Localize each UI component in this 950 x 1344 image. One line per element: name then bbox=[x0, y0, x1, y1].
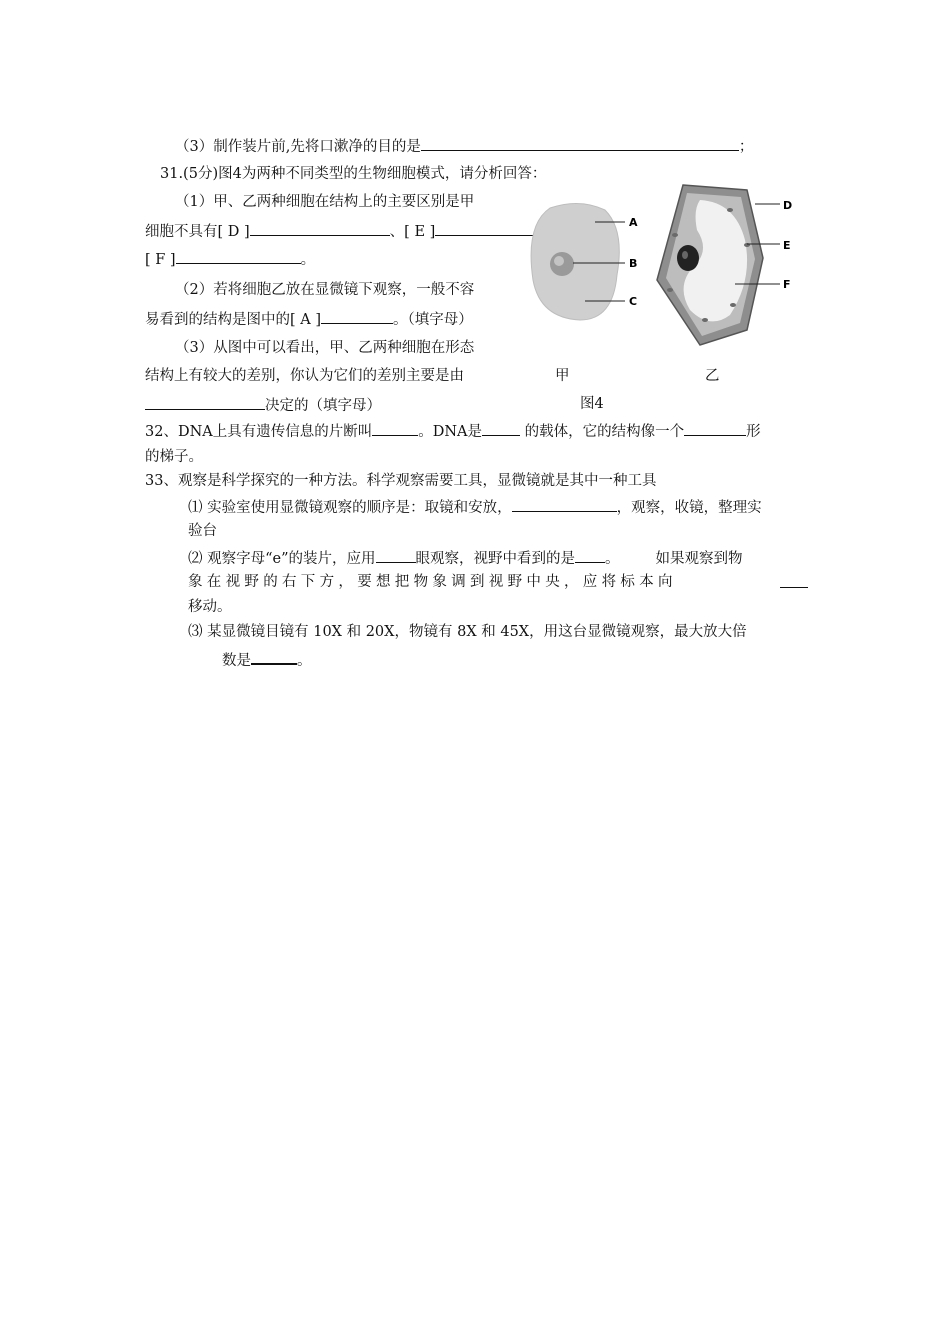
q31-p2-line2: 易看到的结构是图中的[ A ] 。（填字母） bbox=[145, 308, 473, 330]
animal-cell bbox=[531, 203, 638, 320]
label-F: F bbox=[783, 278, 791, 291]
answer-blank[interactable] bbox=[684, 420, 746, 436]
q31-p3-line1: （3）从图中可以看出，甲、乙两种细胞在形态 bbox=[175, 340, 475, 356]
answer-blank[interactable] bbox=[250, 220, 390, 236]
q33-s1-line1: ⑴ 实验室使用显微镜观察的顺序是：取镜和安放， ，观察，收镜，整理实 bbox=[188, 496, 762, 518]
answer-blank[interactable] bbox=[321, 308, 393, 324]
answer-blank[interactable] bbox=[376, 547, 416, 563]
figure-4 bbox=[525, 180, 805, 359]
q31-p1-line2: 细胞不具有[ D ] 、[ E ] bbox=[145, 220, 598, 242]
answer-blank[interactable] bbox=[421, 135, 739, 151]
label-B: B bbox=[629, 257, 638, 270]
q31-stem: 31.(5分)图4为两种不同类型的生物细胞模式，请分析回答： bbox=[160, 166, 547, 182]
answer-blank[interactable] bbox=[176, 248, 301, 264]
label-yi: 乙 bbox=[705, 368, 720, 384]
label-A: A bbox=[629, 216, 638, 229]
q32-line1: 32、DNA上具有遗传信息的片断叫 。DNA是 的载体，它的结构像一个 形 bbox=[145, 420, 761, 442]
label-D: D bbox=[783, 199, 793, 212]
plant-cell bbox=[657, 185, 792, 345]
answer-blank[interactable] bbox=[145, 394, 265, 410]
q31-p1-line1: （1）甲、乙两种细胞在结构上的主要区别是甲 bbox=[175, 194, 475, 210]
q33-s2-line3: 移动。 bbox=[188, 599, 232, 615]
q31-p1-line3: [ F ] 。 bbox=[145, 248, 315, 270]
q31-p2-line1: （2）若将细胞乙放在显微镜下观察，一般不容 bbox=[175, 282, 475, 298]
label-E: E bbox=[783, 239, 791, 252]
q32-line2: 的梯子。 bbox=[145, 449, 203, 465]
q33-s2-line1: ⑵ 观察字母“e”的装片，应用 眼观察，视野中看到的是 。 如果观察到物 bbox=[188, 547, 743, 569]
q33-stem: 33、观察是科学探究的一种方法。科学观察需要工具，显微镜就是其中一种工具 bbox=[145, 473, 657, 489]
answer-blank[interactable] bbox=[482, 420, 520, 436]
q31-p3-line3: 决定的（填字母） bbox=[145, 394, 381, 416]
answer-blank[interactable] bbox=[251, 648, 297, 665]
q33-s2-line2: 象在视野的右下方，要想把物象调到视野中央，应将标本向 bbox=[188, 572, 808, 592]
q33-s1-line2: 验台 bbox=[188, 523, 217, 539]
q33-s3-line2: 数是 。 bbox=[222, 648, 312, 671]
label-C: C bbox=[629, 295, 638, 308]
figure-caption: 图4 bbox=[580, 396, 604, 412]
cell-diagram bbox=[525, 180, 805, 355]
q30-line3: （3）制作装片前,先将口漱净的目的是 ； bbox=[175, 135, 753, 157]
answer-blank[interactable] bbox=[372, 420, 418, 436]
answer-blank[interactable] bbox=[780, 572, 808, 588]
answer-blank[interactable] bbox=[575, 547, 605, 563]
label-jia: 甲 bbox=[555, 368, 570, 384]
answer-blank[interactable] bbox=[512, 496, 617, 512]
q31-p3-line2: 结构上有较大的差别，你认为它们的差别主要是由 bbox=[145, 368, 464, 384]
q33-s3-line1: ⑶ 某显微镜目镜有 10X 和 20X，物镜有 8X 和 45X，用这台显微镜观察，最大放大倍 bbox=[188, 624, 747, 640]
